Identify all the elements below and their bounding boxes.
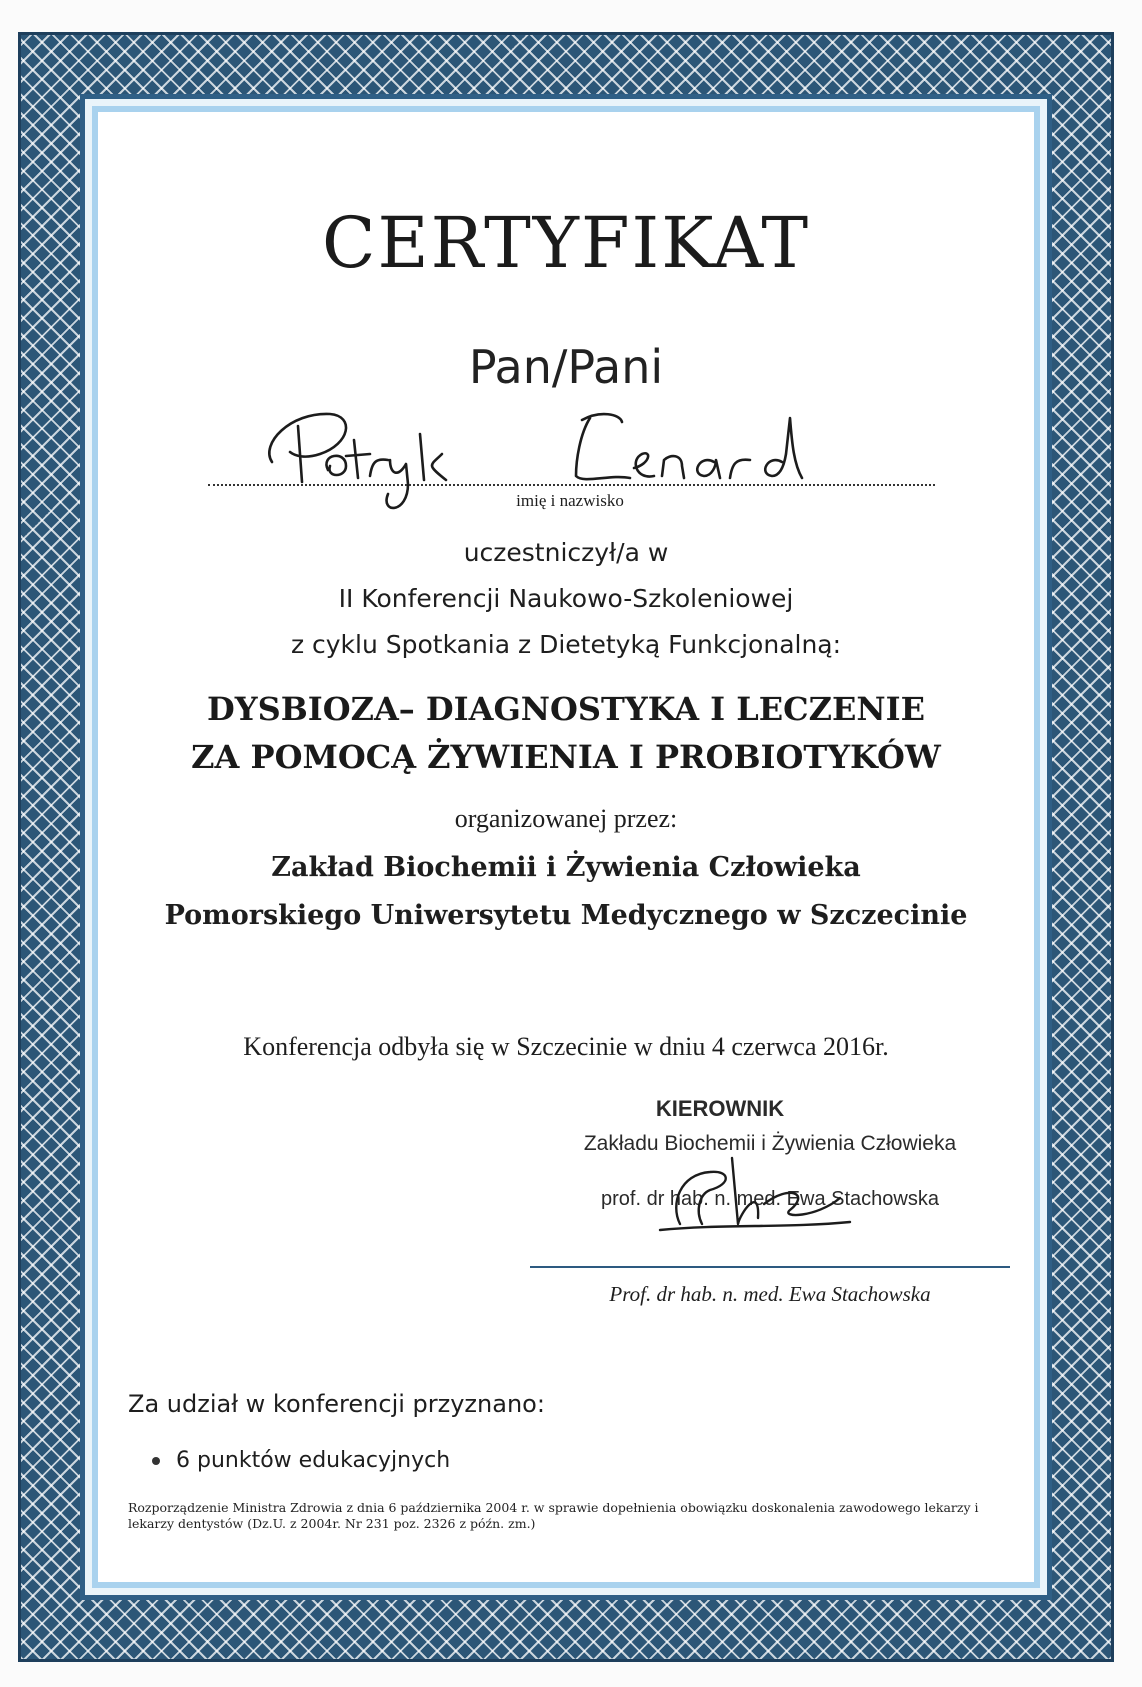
salutation: Pan/Pani [468,340,664,394]
award-intro: Za udział w konferencji przyznano: [128,1390,545,1418]
points-text: 6 punktów edukacyjnych [176,1448,451,1473]
topic-line-2: ZA POMOCĄ ŻYWIENIA I PROBIOTYKÓW [191,738,941,776]
topic-line-1: DYSBIOZA– DIAGNOSTYKA I LECZENIE [207,690,925,728]
stamp-professor: prof. dr hab. n. med. Ewa Stachowska [601,1188,939,1210]
name-caption: imię i nazwisko [516,491,624,510]
place-date-text: Konferencja odbyła się w Szczecinie w dniu 4 czerwca 2016r. [243,1032,889,1061]
name-dotted-line [208,484,935,486]
organizer-line-2: Pomorskiego Uniwersytetu Medycznego w Szczecinie [164,900,968,931]
signatory-name: Prof. dr hab. n. med. Ewa Stachowska [609,1282,931,1306]
certificate-content [100,114,1032,1580]
stamp-title: KIEROWNIK [655,1096,785,1121]
bullet-icon [152,1457,160,1465]
signature-line [530,1266,1010,1268]
regulation-note: Rozporządzenie Ministra Zdrowia z dnia 6 października 2004 r. w sprawie dopełnienia obowiązku doskonalenia zawodowego lekarzy i lekarzy dentystów (Dz.U. z 2004r. Nr 231 poz. 2326 z późn. zm.) [128,1500,979,1531]
organized-by-text: organizowanej przez: [454,804,678,833]
organizer-line-1: Zakład Biochemii i Żywienia Człowieka [271,852,861,883]
signature-scribble [640,1144,860,1244]
series-text: z cyklu Spotkania z Dietetyką Funkcjonalną: [290,630,842,659]
certificate-title: CERTYFIKAT [321,202,811,284]
conference-text: II Konferencji Naukowo-Szkoleniowej [338,584,794,613]
points-list-item [152,1448,450,1473]
participated-text: uczestniczył/a w [463,538,669,567]
stamp-department: Zakładu Biochemii i Żywienia Człowieka [583,1132,957,1155]
